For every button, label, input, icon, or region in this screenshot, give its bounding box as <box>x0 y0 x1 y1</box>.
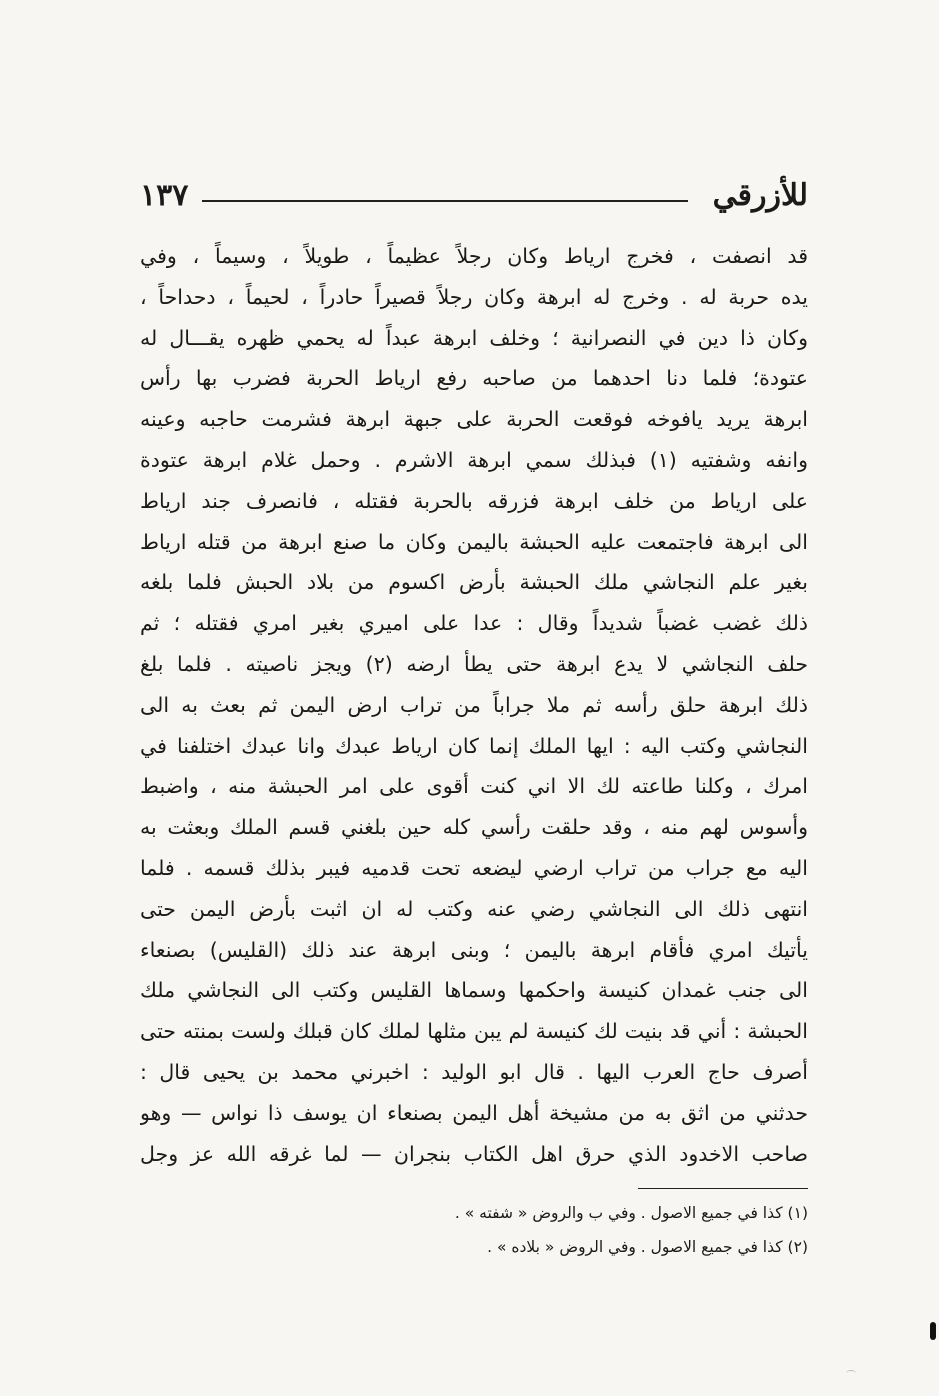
text-line: ذلك غضب غضباً شديداً وقال : عدا على اميري بغير امري فقتله ؛ ثم <box>140 611 808 636</box>
text-line: على ارياط من خلف ابرهة فزرقه بالحربة فقتله ، فانصرف جند ارياط <box>140 488 808 513</box>
text-line: اليه مع جراب من تراب ارضي ليضعه تحت قدميه فيبر بذلك قسمه . فلما <box>140 855 808 880</box>
text-line: وأسوس لهم منه ، وقد حلقت رأسي كله حين بلغني قسم الملك وبعثت به <box>140 815 808 840</box>
text-line: يأتيك امري فأقام ابرهة باليمن ؛ وبنى ابرهة عند ذلك (القليس) بصنعاء <box>140 937 808 962</box>
text-line: وانفه وشفتيه (١) فبذلك سمي ابرهة الاشرم . وحمل غلام ابرهة عتودة <box>140 447 808 472</box>
text-line: حلف النجاشي لا يدع ابرهة حتى يطأ ارضه (٢) ويجز ناصيته . فلما بلغ <box>140 651 808 676</box>
scan-edge-mark <box>930 1322 936 1340</box>
page-header <box>140 178 808 214</box>
running-title: للأزرقي <box>712 178 808 213</box>
text-line: الحبشة : أني قد بنيت لك كنيسة لم يبن مثلها لملك كان قبلك ولست بمنته حتى <box>140 1019 808 1044</box>
page-number: ١٣٧ <box>140 178 189 213</box>
footnote-2: (٢) كذا في جميع الاصول . وفي الروض « بلاده » . <box>487 1238 808 1256</box>
text-line: الى ابرهة فاجتمعت عليه الحبشة باليمن وكان ما صنع ابرهة من قتله ارياط <box>140 529 808 554</box>
text-line: ذلك ابرهة حلق رأسه ثم ملا جراباً من تراب ارض اليمن ثم بعث به الى <box>140 692 808 717</box>
text-line: يده حربة له . وخرج له ابرهة وكان رجلاً قصيراً حادراً ، لحيماً ، دحداحاً ، <box>140 284 808 309</box>
text-line: بغير علم النجاشي ملك الحبشة بأرض اكسوم من بلاد الحبش فلما بلغه <box>140 570 808 595</box>
scan-speck <box>846 1370 856 1377</box>
text-line: الى جنب غمدان كنيسة واحكمها وسماها القليس وكتب الى النجاشي ملك <box>140 978 808 1003</box>
footnotes <box>340 1196 808 1264</box>
text-line: عتودة؛ فلما دنا احدهما من صاحبه رفع ارياط الحربة فضرب بها رأس <box>140 366 808 391</box>
text-line: أصرف حاج العرب اليها . قال ابو الوليد : اخبرني محمد بن يحيى قال : <box>140 1059 808 1084</box>
text-line: امرك ، وكلنا طاعته لك الا اني كنت أقوى على امر الحبشة منه ، واضبط <box>140 774 808 799</box>
text-line: حدثني من اثق به من مشيخة أهل اليمن بصنعاء ان يوسف ذا نواس — وهو <box>140 1100 808 1125</box>
text-line: انتهى ذلك الى النجاشي رضي عنه وكتب له ان اثبت بأرض اليمن حتى <box>140 896 808 921</box>
text-line: قد انصفت ، فخرج ارياط وكان رجلاً عظيماً ، طويلاً ، وسيماً ، وفي <box>140 244 808 268</box>
body-text <box>140 236 808 1174</box>
footnote-rule <box>638 1188 808 1189</box>
footnote-1: (١) كذا في جميع الاصول . وفي ب والروض « شفته » . <box>454 1204 808 1222</box>
text-line: النجاشي وكتب اليه : ايها الملك إنما كان ارياط عبدك وانا عبدك اختلفنا في <box>140 733 808 758</box>
text-line: ابرهة يريد يافوخه فوقعت الحربة على جبهة ابرهة فشرمت حاجبه وعينه <box>140 407 808 432</box>
text-line: صاحب الاخدود الذي حرق اهل الكتاب بنجران — لما غرقه الله عز وجل <box>140 1141 808 1166</box>
header-rule <box>202 200 688 202</box>
text-line: وكان ذا دين في النصرانية ؛ وخلف ابرهة عبداً له يحمي ظهره يقـــال له <box>140 325 808 350</box>
